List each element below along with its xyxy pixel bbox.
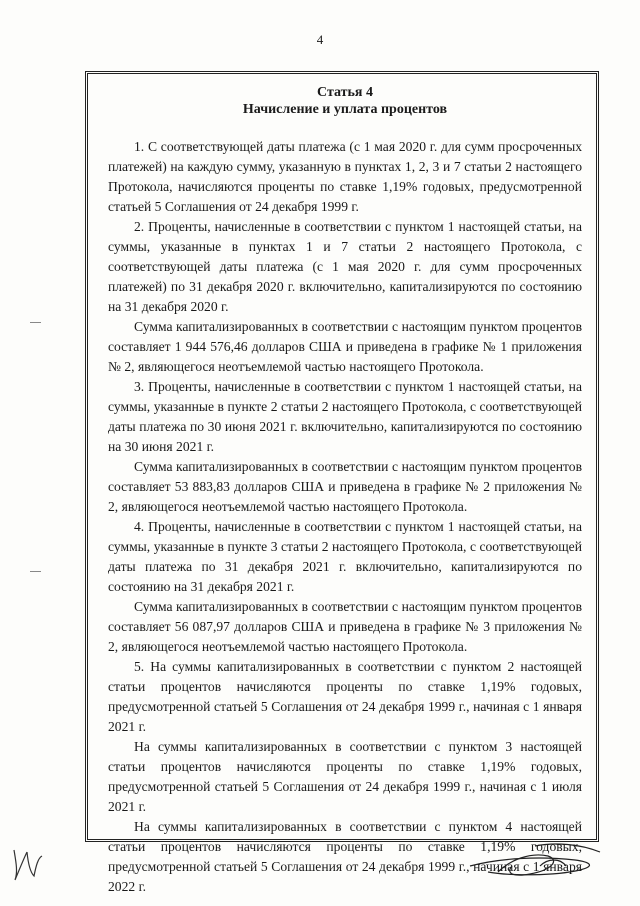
paragraph-10: На суммы капитализированных в соответствии с пунктом 4 настоящей статьи процентов начисляются проценты по ставке 1,19% годовых, предусмотренной статьей 5 Соглашения от 24 декабря 1999 г., начиная с 1 января 2022 г. [108,819,582,894]
paragraph-1: 1. С соответствующей даты платежа (с 1 мая 2020 г. для сумм просроченных платежей) на каждую сумму, указанную в пунктах 1, 2, 3 и 7 статьи 2 настоящего Протокола, начисляются проценты по ставке 1,19% годовых, предусмотренной статьей 5 Соглашения от 24 декабря 1999 г. [108,139,582,214]
paragraph-3: Сумма капитализированных в соответствии с настоящим пунктом процентов составляет 1 944 576,46 долларов США и приведена в графике № 1 приложения № 2, являющегося неотъемлемой частью настоящего Протокола. [108,319,582,374]
paragraph-6: 4. Проценты, начисленные в соответствии с пунктом 1 настоящей статьи, на суммы, указанные в пункте 3 статьи 2 настоящего Протокола, с соответствующей даты платежа по 31 декабря 2021 г. включительно, капитализируются по состоянию на 31 декабря 2021 г. [108,519,582,594]
paragraph-4: 3. Проценты, начисленные в соответствии с пунктом 1 настоящей статьи, на суммы, указанные в пункте 2 статьи 2 настоящего Протокола, с соответствующей даты платежа по 30 июня 2021 г. включительно, капитализируются по состоянию на 30 июня 2021 г. [108,379,582,454]
paragraph-2: 2. Проценты, начисленные в соответствии с пунктом 1 настоящей статьи, на суммы, указанные в пунктах 1 и 7 статьи 2 настоящего Протокола, с соответствующей даты платежа (с 1 мая 2020 г. для сумм просроченных платежей) по 31 декабря 2020 г. включительно, капитализируются по состоянию на 31 декабря 2020 г. [108,219,582,314]
paragraph-8: 5. На суммы капитализированных в соответствии с пунктом 2 настоящей статьи процентов начисляются проценты по ставке 1,19% годовых, предусмотренной статьей 5 Соглашения от 24 декабря 1999 г., начиная с 1 января 2021 г. [108,659,582,734]
initials-mark [14,850,42,880]
paragraph-9: На суммы капитализированных в соответствии с пунктом 3 настоящей статьи процентов начисляются проценты по ставке 1,19% годовых, предусмотренной статьей 5 Соглашения от 24 декабря 1999 г., начиная с 1 июля 2021 г. [108,739,582,814]
page-number: 4 [316,32,324,47]
article-title: Начисление и уплата процентов [242,102,448,117]
article-number: Статья 4 [317,85,373,100]
paragraph-7: Сумма капитализированных в соответствии с настоящим пунктом процентов составляет 56 087,97 долларов США и приведена в графике № 3 приложения № 2, являющегося неотъемлемой частью настоящего Протокола. [108,599,582,654]
signature-mark [470,844,600,875]
paragraph-5: Сумма капитализированных в соответствии с настоящим пунктом процентов составляет 53 883,83 долларов США и приведена в графике № 2 приложения № 2, являющегося неотъемлемой частью настоящего Протокола. [108,459,582,514]
